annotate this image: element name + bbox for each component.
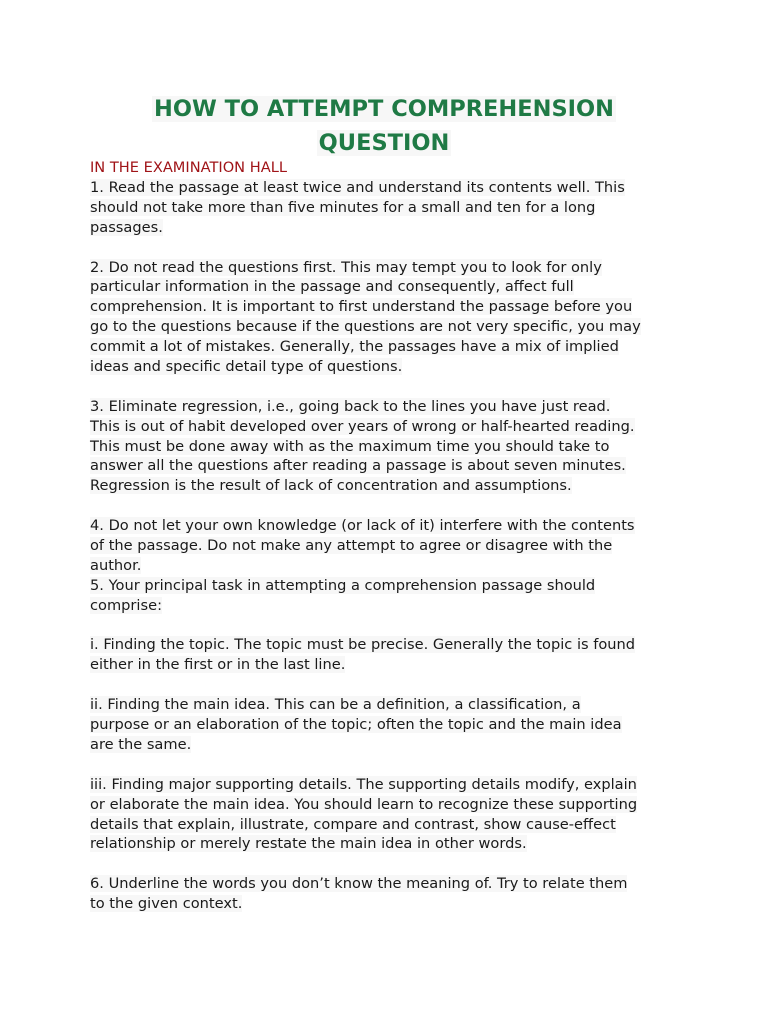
- text-line: [90, 397, 690, 417]
- page-title: [0, 92, 768, 160]
- text-line-content: passages.: [90, 218, 163, 236]
- title-line-2: QUESTION: [318, 130, 450, 156]
- text-line: [90, 337, 690, 357]
- text-line: [90, 635, 690, 655]
- text-line: [90, 297, 690, 317]
- text-line: [90, 218, 690, 238]
- text-line: [90, 834, 690, 854]
- text-line: [90, 775, 690, 795]
- text-line: [90, 596, 690, 616]
- text-line-content: 1. Read the passage at least twice and understand its contents well. This: [90, 179, 625, 196]
- text-line: [90, 815, 690, 835]
- text-line: [90, 357, 690, 377]
- paragraph-8: [90, 874, 690, 914]
- text-line-content: Regression is the result of lack of concentration and assumptions.: [90, 477, 572, 495]
- text-line-content: author.: [90, 556, 142, 574]
- text-line: [90, 277, 690, 297]
- text-line: [90, 715, 690, 735]
- text-line-content: of the passage. Do not make any attempt to agree or disagree with the: [90, 537, 613, 555]
- text-line-content: 6. Underline the words you don’t know the meaning of. Try to relate them: [90, 875, 628, 893]
- paragraph-spacer: [90, 496, 690, 516]
- text-line: [90, 178, 690, 198]
- text-line-content: This is out of habit developed over years of wrong or half-hearted reading.: [90, 417, 635, 435]
- text-line-content: should not take more than five minutes for a small and ten for a long: [90, 198, 596, 216]
- text-line-content: relationship or merely restate the main idea in other words.: [90, 835, 527, 853]
- text-line: [90, 317, 690, 337]
- paragraph-1: [90, 178, 690, 238]
- text-line-content: commit a lot of mistakes. Generally, the passages have a mix of implied: [90, 338, 619, 356]
- paragraph-5: [90, 635, 690, 675]
- section-subheading: IN THE EXAMINATION HALL: [90, 159, 287, 176]
- paragraph-3: [90, 397, 690, 496]
- text-line: [90, 437, 690, 457]
- text-line-content: 5. Your principal task in attempting a comprehension passage should: [90, 576, 596, 594]
- text-line: [90, 576, 690, 596]
- text-line-content: purpose or an elaboration of the topic; often the topic and the main idea: [90, 716, 622, 734]
- text-line-content: are the same.: [90, 735, 192, 753]
- text-line-content: particular information in the passage and consequently, affect full: [90, 278, 574, 296]
- paragraph-spacer: [90, 238, 690, 258]
- text-line: [90, 894, 690, 914]
- text-line-content: 3. Eliminate regression, i.e., going back to the lines you have just read.: [90, 397, 611, 415]
- text-line: [90, 536, 690, 556]
- paragraph-list: [90, 178, 690, 914]
- text-line: [90, 198, 690, 218]
- text-line-content: comprehension. It is important to first understand the passage before you: [90, 298, 633, 316]
- text-line-content: i. Finding the topic. The topic must be precise. Generally the topic is found: [90, 636, 636, 654]
- text-line-content: details that explain, illustrate, compare and contrast, show cause-effect: [90, 815, 616, 833]
- title-line-1: HOW TO ATTEMPT COMPREHENSION: [153, 96, 614, 122]
- text-line-content: to the given context.: [90, 895, 243, 913]
- paragraph-2: [90, 258, 690, 377]
- text-line: [90, 516, 690, 536]
- text-line-content: comprise:: [90, 596, 162, 614]
- text-line-content: ideas and specific detail type of questions.: [90, 358, 403, 376]
- text-line: [90, 476, 690, 496]
- text-line-content: This must be done away with as the maximum time you should take to: [90, 437, 610, 455]
- text-line: [90, 874, 690, 894]
- paragraph-6: [90, 695, 690, 755]
- text-line-content: answer all the questions after reading a passage is about seven minutes.: [90, 457, 626, 475]
- text-line: [90, 556, 690, 576]
- text-line: [90, 417, 690, 437]
- text-line-content: go to the questions because if the questions are not very specific, you may: [90, 318, 641, 336]
- text-line: [90, 735, 690, 755]
- text-line: [90, 258, 690, 278]
- text-line: [90, 695, 690, 715]
- text-line-content: or elaborate the main idea. You should learn to recognize these supporting: [90, 795, 638, 813]
- text-line-content: either in the first or in the last line.: [90, 656, 346, 674]
- text-line-content: iii. Finding major supporting details. The supporting details modify, explain: [90, 775, 637, 793]
- text-line-content: 4. Do not let your own knowledge (or lack of it) interfere with the contents: [90, 517, 635, 535]
- paragraph-spacer: [90, 377, 690, 397]
- paragraph-4: [90, 516, 690, 615]
- paragraph-spacer: [90, 854, 690, 874]
- text-line: [90, 456, 690, 476]
- text-line-content: ii. Finding the main idea. This can be a definition, a classification, a: [90, 696, 581, 714]
- paragraph-spacer: [90, 755, 690, 775]
- paragraph-7: [90, 775, 690, 855]
- text-line: [90, 655, 690, 675]
- text-line: [90, 795, 690, 815]
- text-line-content: 2. Do not read the questions first. This may tempt you to look for only: [90, 258, 602, 276]
- document-body: [90, 158, 690, 914]
- paragraph-spacer: [90, 616, 690, 636]
- paragraph-spacer: [90, 675, 690, 695]
